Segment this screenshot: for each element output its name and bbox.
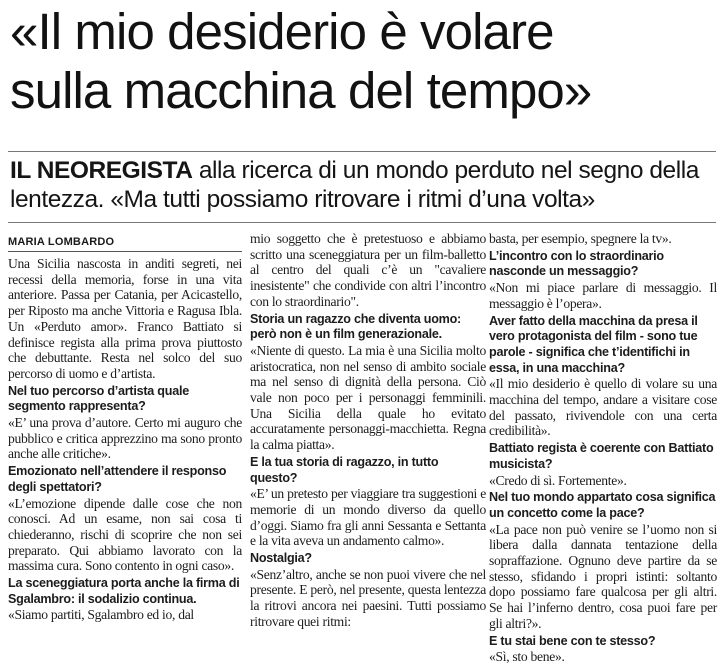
headline-line-1: «Il mio desiderio è volare [10, 3, 554, 60]
paragraph: «Sì, sto bene». [489, 649, 565, 665]
paragraph: «La pace non può venire se l’uomo non si libera dalla dannata tentazione della sopraffazione. Ognuno deve partire da se stesso, sfidando i propri istinti: soltanto dopo possiamo fare qualcosa per gli altri. Se hai l’inferno dentro, cosa puoi fare per gli altri?». [489, 521, 717, 631]
interview-question: Nel tuo percorso d’artista quale segmento rappresenta? [8, 383, 189, 414]
interview-question: Aver fatto della macchina da presa il vero protagonista del film - sono tue parole - significa che t’identifichi in essa, in una macchina? [489, 313, 698, 375]
deck-text: alla ricerca di un mondo perduto nel segno della lentezza. «Ma tutti possiamo ritrovare i ritmi d’una volta» [10, 157, 699, 213]
interview-question: E la tua storia di ragazzo, in tutto questo? [250, 454, 439, 485]
paragraph: «E’ un pretesto per viaggiare tra suggestioni e memorie di un mondo diverso da quello d’oggi. Siamo fra gli anni Sessanta e Settanta e la vita aveva un andamento calmo». [250, 486, 486, 549]
interview-question: Storia un ragazzo che diventa uomo: però non è un film generazionale. [250, 311, 461, 342]
interview-question: Nostalgia? [250, 551, 312, 566]
paragraph: «Credo di sì. Fortemente». [489, 472, 627, 488]
byline: MARIA LOMBARDO [8, 236, 242, 252]
column-1 [8, 234, 242, 623]
paragraph: mio soggetto che è pretestuoso e abbiamo scritto una sceneggiatura per un film-balletto al centro del quali c’è un "cavaliere inesistente" che condivide con altri l’incontro con lo straordinario". [250, 231, 486, 309]
column-1-body [8, 256, 242, 623]
interview-question: La sceneggiatura porta anche la firma di Sgalambro: il sodalizio continua. [8, 576, 240, 606]
headline-line-2: sulla macchina del tempo» [10, 62, 592, 119]
column-3 [489, 231, 717, 665]
paragraph: «Siamo partiti, Sgalambro ed io, dal [8, 607, 194, 623]
paragraph: Una Sicilia nascosta in anditi segreti, nei recessi della memoria, forse in una vita anteriore. Passa per Catania, per Acicastello, per Riposto ma anche Vittoria e Ragusa Ibla. Un «Perduto amor». Franco Battiato si definisce regista alla prima prova piuttosto che debuttante. Resta nel solco del suo percorso di uomo e d’artista. [8, 256, 242, 381]
deck [10, 157, 722, 214]
interview-question: Nel tuo mondo appartato cosa significa un concetto come la pace? [489, 490, 716, 520]
deck-rule [8, 222, 716, 223]
paragraph: «Senz’altro, anche se non puoi vivere che nel presente. E però, nel presente, questa lentezza la ritrovi ancora nei paesini. Tutti possiamo ritrovare quei ritmi: [250, 566, 486, 629]
interview-question: Battiato regista è coerente con Battiato musicista? [489, 441, 714, 471]
paragraph: «Non mi piace parlare di messaggio. Il messaggio è l’opera». [489, 280, 717, 311]
interview-question: E tu stai bene con te stesso? [489, 633, 656, 648]
headline-rule [8, 151, 716, 152]
headline [10, 2, 718, 120]
deck-kicker: IL NEOREGISTA [10, 157, 193, 184]
interview-question: L’incontro con lo straordinario nasconde un messaggio? [489, 248, 664, 279]
paragraph: basta, per esempio, spegnere la tv». [489, 231, 672, 246]
column-2 [250, 231, 486, 630]
paragraph: «Niente di questo. La mia è una Sicilia molto aristocratica, non nel senso di ambito sociale ma nel senso di dignità della persona. Ciò vale non poco per i personaggi femminili. Una Sicilia della quale ho evitato accuratamente personaggi-macchietta. Regna la calma piatta». [250, 342, 486, 453]
paragraph: «L’emozione dipende dalle cose che non conosci. Ad un esame, non sai cosa ti chiederanno, rischi di scoprire che non sei preparato. Qui abbiamo lavorato con la massima cura. Sono contento in ogni caso». [8, 495, 242, 574]
paragraph: «Il mio desiderio è quello di volare su una macchina del tempo, andare a visitare cose del passato, rivivendole con una certa credibilità». [489, 376, 717, 439]
interview-question: Emozionato nell’attendere il responso degli spettatori? [8, 464, 227, 494]
paragraph: «E’ una prova d’autore. Certo mi auguro che pubblico e critica apprezzino ma sono pronto anche alle critiche». [8, 415, 242, 462]
